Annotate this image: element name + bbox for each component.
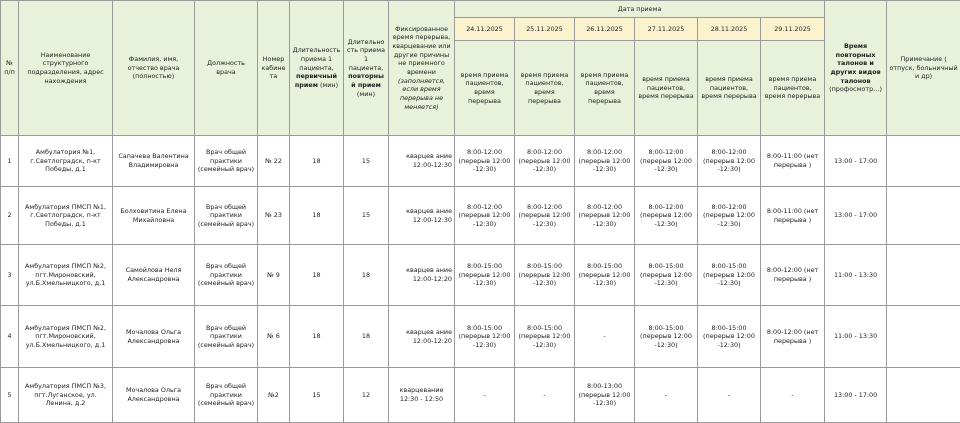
row-fixed: кварцевание 12:30 - 12:50 bbox=[389, 368, 455, 423]
row-talons: 13:00 - 17:00 bbox=[825, 368, 887, 423]
row-day-cell: 8:00-15:00 (перерыв 12:00 -12:30) bbox=[698, 306, 761, 368]
col-header-cabinet: Номер кабинета bbox=[258, 1, 290, 136]
row-position: Врач общей практики (семейный врач) bbox=[195, 136, 258, 187]
date-subheader: время приема пациентов, время перерыва bbox=[761, 41, 825, 136]
row-day-cell: 8:00-15:00 (перерыв 12:00 -12:30) bbox=[515, 245, 575, 306]
row-num: 4 bbox=[1, 306, 19, 368]
col-header-fixed-break bbox=[389, 1, 455, 136]
col-header-first-visit bbox=[290, 1, 344, 136]
repeat-visit-label-c: (мин) bbox=[357, 90, 375, 98]
row-day-cell: - bbox=[455, 368, 515, 423]
fixed-break-label-a: Фиксированное время перерыва, кварцевание или другие причины не приемного времени bbox=[392, 25, 450, 76]
date-header: 26.11.2025 bbox=[575, 18, 635, 41]
row-day-cell: 8:00-12:00 (перерыв 12:00 -12:30) bbox=[515, 187, 575, 245]
col-header-position: Должность врача bbox=[195, 1, 258, 136]
table-row bbox=[1, 187, 960, 245]
repeat-visit-label-a: Длительность приема 1 пациента, bbox=[347, 38, 385, 72]
row-first: 18 bbox=[290, 187, 344, 245]
row-doctor: Болховитина Елена Михайловна bbox=[113, 187, 195, 245]
row-day-cell: 8:00-13:00 (перерыв 12:00 -12:30) bbox=[575, 368, 635, 423]
row-day-cell: - bbox=[698, 368, 761, 423]
row-unit: Амбулатория ПМСП №1, г.Светлоградск, п-кт Победы, д.1 bbox=[19, 187, 113, 245]
col-header-num: № п/п bbox=[1, 1, 19, 136]
row-day-cell: 8:00-15:00 (перерыв 12:00 -12:30) bbox=[515, 306, 575, 368]
row-doctor: Самойлова Неля Александровна bbox=[113, 245, 195, 306]
row-talons: 11:00 - 13:30 bbox=[825, 306, 887, 368]
row-first: 18 bbox=[290, 245, 344, 306]
row-day-cell: - bbox=[635, 368, 698, 423]
row-fixed: кварцев ание 12:00-12:20 bbox=[389, 306, 455, 368]
row-num: 3 bbox=[1, 245, 19, 306]
row-day-cell: 8:00-12:00 (перерыв 12:00 -12:30) bbox=[698, 136, 761, 187]
first-visit-label-c: (мин) bbox=[320, 81, 338, 89]
row-note bbox=[887, 306, 960, 368]
row-repeat: 18 bbox=[344, 306, 389, 368]
row-cabinet: № 9 bbox=[258, 245, 290, 306]
row-position: Врач общей практики (семейный врач) bbox=[195, 245, 258, 306]
row-position: Врач общей практики (семейный врач) bbox=[195, 187, 258, 245]
row-day-cell: 8:00-12:00 (нет перерыва ) bbox=[761, 245, 825, 306]
row-day-cell: - bbox=[761, 368, 825, 423]
row-cabinet: № 6 bbox=[258, 306, 290, 368]
col-header-unit: Наименование структурного подразделения, адрес нахождения bbox=[19, 1, 113, 136]
row-fixed: кварцев ание 12:00-12:20 bbox=[389, 245, 455, 306]
row-fixed: кварцев ание 12:00-12:30 bbox=[389, 136, 455, 187]
repeat-visit-label-b: повторный прием bbox=[348, 72, 384, 89]
row-day-cell: 8:00-15:00 (перерыв 12:00 -12:30) bbox=[575, 245, 635, 306]
col-header-note: Примечание ( отпуск, больничный и др) bbox=[887, 1, 960, 136]
row-note bbox=[887, 245, 960, 306]
row-day-cell: 8:00-11:00 (нет перерыва ) bbox=[761, 187, 825, 245]
date-header: 24.11.2025 bbox=[455, 18, 515, 41]
row-day-cell: 8:00-12:00 (нет перерыва ) bbox=[761, 306, 825, 368]
table-row bbox=[1, 136, 960, 187]
first-visit-label-a: Длительность приема 1 пациента, bbox=[293, 46, 341, 71]
fixed-break-label-b: (заполняется, если время перерыва не меняется) bbox=[398, 77, 445, 111]
row-unit: Амбулатория №1, г.Светлоградск, п-кт Победы, д.1 bbox=[19, 136, 113, 187]
row-day-cell: 8:00-12:00 (перерыв 12:00 -12:30) bbox=[635, 187, 698, 245]
row-day-cell: 8:00-12:00 (перерыв 12:00 -12:30) bbox=[455, 136, 515, 187]
row-unit: Амбулатория ПМСП №3, пгт.Луганское, ул. Ленина, д.2 bbox=[19, 368, 113, 423]
table-row bbox=[1, 245, 960, 306]
row-doctor: Сапачева Валентина Владимировна bbox=[113, 136, 195, 187]
row-repeat: 12 bbox=[344, 368, 389, 423]
date-subheader: время приема пациентов, время перерыва bbox=[575, 41, 635, 136]
repeat-talons-label-b: (профосмотр…) bbox=[829, 85, 882, 93]
row-doctor: Мочалова Ольга Александровна bbox=[113, 306, 195, 368]
date-subheader: время приема пациентов, время перерыва bbox=[698, 41, 761, 136]
row-repeat: 18 bbox=[344, 245, 389, 306]
date-header: 29.11.2025 bbox=[761, 18, 825, 41]
date-header: 28.11.2025 bbox=[698, 18, 761, 41]
row-day-cell: 8:00-12:00 (перерыв 12:00 -12:30) bbox=[455, 187, 515, 245]
row-day-cell: 8:00-12:00 (перерыв 12:00 -12:30) bbox=[698, 187, 761, 245]
row-day-cell: 8:00-15:00 (перерыв 12:00 -12:30) bbox=[455, 245, 515, 306]
row-first: 18 bbox=[290, 306, 344, 368]
row-day-cell: - bbox=[515, 368, 575, 423]
col-header-repeat-visit bbox=[344, 1, 389, 136]
col-header-date-group: Дата приема bbox=[455, 1, 825, 18]
date-header: 25.11.2025 bbox=[515, 18, 575, 41]
row-repeat: 15 bbox=[344, 187, 389, 245]
row-day-cell: 8:00-15:00 (перерыв 12:00 -12:30) bbox=[635, 306, 698, 368]
row-unit: Амбулатория ПМСП №2, пгт.Мироновский, ул.Б.Хмельницкого, д.1 bbox=[19, 245, 113, 306]
row-first: 18 bbox=[290, 136, 344, 187]
row-talons: 11:00 - 13:30 bbox=[825, 245, 887, 306]
row-num: 1 bbox=[1, 136, 19, 187]
row-position: Врач общей практики (семейный врач) bbox=[195, 306, 258, 368]
row-num: 2 bbox=[1, 187, 19, 245]
row-day-cell: - bbox=[575, 306, 635, 368]
date-subheader: время приема пациентов, время перерыва bbox=[515, 41, 575, 136]
row-fixed: кварцев ание 12:00-12:30 bbox=[389, 187, 455, 245]
row-day-cell: 8:00-12:00 (перерыв 12:00 -12:30) bbox=[635, 136, 698, 187]
row-day-cell: 8:00-15:00 (перерыв 12:00 -12:30) bbox=[698, 245, 761, 306]
row-cabinet: № 23 bbox=[258, 187, 290, 245]
row-unit: Амбулатория ПМСП №2, пгт.Мироновский, ул.Б.Хмельницкого, д.1 bbox=[19, 306, 113, 368]
date-subheader: время приема пациентов, время перерыва bbox=[635, 41, 698, 136]
first-visit-label-b: первичный прием bbox=[295, 72, 337, 89]
row-repeat: 15 bbox=[344, 136, 389, 187]
row-day-cell: 8:00-15:00 (перерыв 12:00 -12:30) bbox=[455, 306, 515, 368]
row-day-cell: 8:00-11:00 (нет перерыва ) bbox=[761, 136, 825, 187]
row-talons: 13:00 - 17:00 bbox=[825, 187, 887, 245]
row-note bbox=[887, 368, 960, 423]
date-header: 27.11.2025 bbox=[635, 18, 698, 41]
row-day-cell: 8:00-12:00 (перерыв 12:00 -12:30) bbox=[575, 136, 635, 187]
row-cabinet: №2 bbox=[258, 368, 290, 423]
row-day-cell: 8:00-15:00 (перерыв 12:00 -12:30) bbox=[635, 245, 698, 306]
row-note bbox=[887, 187, 960, 245]
row-note bbox=[887, 136, 960, 187]
row-cabinet: № 22 bbox=[258, 136, 290, 187]
row-position: Врач общей практики (семейный врач) bbox=[195, 368, 258, 423]
row-talons: 13:00 - 17:00 bbox=[825, 136, 887, 187]
row-day-cell: 8:00-12:00 (перерыв 12:00 -12:30) bbox=[515, 136, 575, 187]
table-row bbox=[1, 306, 960, 368]
row-num: 5 bbox=[1, 368, 19, 423]
table-row bbox=[1, 368, 960, 423]
date-subheader: время приема пациентов, время перерыва bbox=[455, 41, 515, 136]
row-doctor: Мочалова Ольга Александровна bbox=[113, 368, 195, 423]
row-first: 15 bbox=[290, 368, 344, 423]
col-header-doctor: Фамилия, имя, отчество врача (полностью) bbox=[113, 1, 195, 136]
col-header-repeat-talons bbox=[825, 1, 887, 136]
row-day-cell: 8:00-12:00 (перерыв 12:00 -12:30) bbox=[575, 187, 635, 245]
repeat-talons-label-a: Время повторных талонов и других видов талонов bbox=[830, 42, 880, 85]
